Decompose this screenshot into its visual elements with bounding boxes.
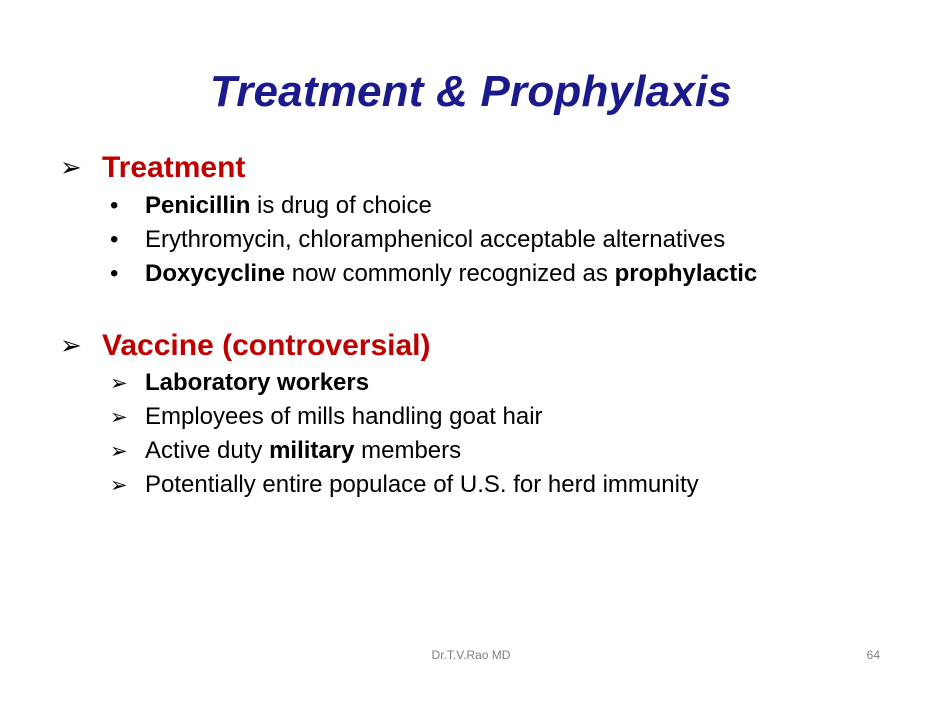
slide-title: Treatment & Prophylaxis [209,67,733,116]
item-plain-text: Employees of mills handling goat hair [145,403,543,430]
section-label: Vaccine (controversial) [102,329,431,362]
page-number: 64 [866,648,880,662]
item-plain-text: members [354,437,462,464]
item-plain-text: Potentially entire populace of U.S. for herd immunity [145,471,699,498]
item-text [145,368,369,398]
item-bold-text: Doxycycline [145,260,286,287]
arrow-bullet-icon: ➢ [60,331,82,361]
item-bold-text: Laboratory workers [145,369,370,396]
dot-bullet-icon: • [110,260,119,287]
item-text [145,436,461,466]
arrow-bullet-icon: ➢ [110,405,128,429]
dot-bullet-icon: • [110,226,119,253]
item-text [145,470,699,500]
item-text [145,225,725,255]
dot-bullet-icon: • [110,192,119,219]
arrow-bullet-icon: ➢ [110,439,128,463]
footer-author: Dr.T.V.Rao MD [431,648,511,662]
item-plain-text: Erythromycin, chloramphenicol acceptable alternatives [145,226,726,253]
arrow-bullet-icon: ➢ [110,473,128,497]
item-bold-text: military [269,437,355,464]
item-text [145,259,757,289]
section-label: Treatment [102,151,246,184]
arrow-bullet-icon: ➢ [110,371,128,395]
item-text [145,402,543,432]
item-text [145,191,432,221]
arrow-bullet-icon: ➢ [60,153,82,183]
item-plain-text: Active duty [145,437,270,464]
item-bold-text: prophylactic [614,260,758,287]
item-plain-text: is drug of choice [250,192,432,219]
item-bold-text: Penicillin [145,192,251,219]
item-plain-text: now commonly recognized as [285,260,615,287]
